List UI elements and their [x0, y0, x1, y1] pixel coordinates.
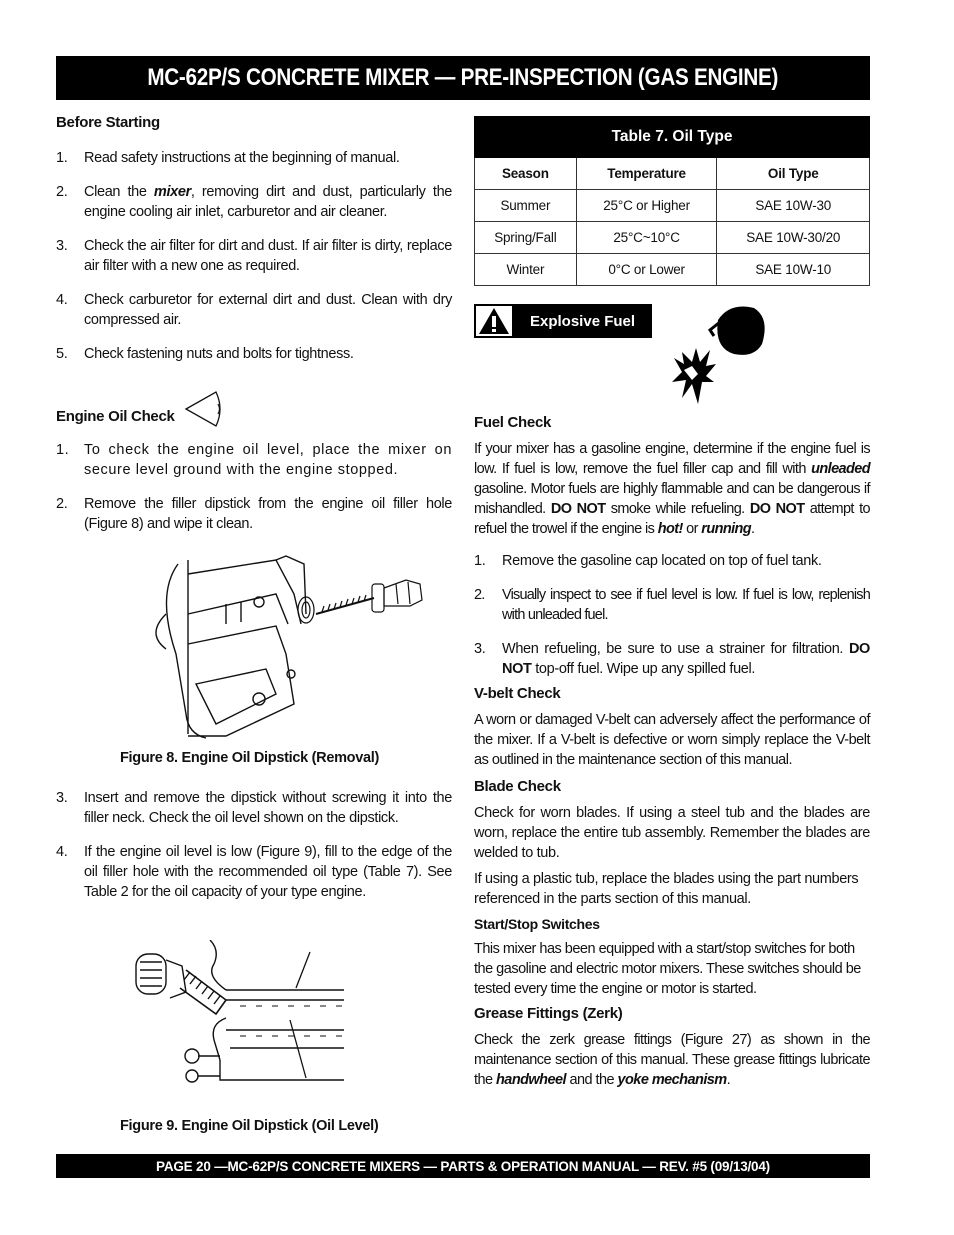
item-text: Clean the [84, 184, 154, 200]
list-item [56, 842, 452, 902]
list-item [474, 585, 870, 625]
table-header-season: Season [475, 158, 577, 190]
fuel-check-list [474, 551, 870, 679]
list-item [56, 440, 452, 480]
blade-check-text-2: If using a plastic tub, replace the blades using the part numbers referenced in the parts section of this manual. [474, 871, 859, 907]
explosion-icon [670, 300, 780, 410]
page-footer: PAGE 20 —MC-62P/S CONCRETE MIXERS — PARTS & OPERATION MANUAL — REV. #5 (09/13/04) [56, 1154, 870, 1178]
start-stop-heading: Start/Stop Switches [474, 916, 600, 932]
engine-oil-list-a [56, 440, 452, 534]
table-cell: 0°C or Lower [576, 254, 717, 286]
page-title-text: MC-62P/S CONCRETE MIXER — PRE-INSPECTION (GAS ENGINE) [147, 64, 779, 91]
vbelt-check-text: A worn or damaged V-belt can adversely affect the performance of the mixer. If a V-belt is defective or worn simply replace the V-belt as outlined in the maintenance section of this manual. [474, 712, 870, 768]
item-text: , removing dirt and dust, particularly the engine cooling air inlet, carburetor and air cleaner. [84, 184, 452, 220]
blade-check-text-1: Check for worn blades. If using a steel tub and the blades are worn, replace the entire tub assembly. Remember the blades are welded to tub. [474, 805, 870, 861]
item-text: Visually inspect to see if fuel level is low. If fuel is low, replenish with unleaded fuel. [502, 587, 870, 623]
engine-oil-check-heading: Engine Oil Check [56, 408, 175, 425]
text-run: Check the zerk grease fittings (Figure 27) as shown in the maintenance section of this manual. These grease fittings lubricate the [474, 1032, 870, 1088]
text-bold: DO NOT [550, 501, 606, 517]
table-row [475, 222, 870, 254]
grease-fittings-text [474, 1030, 870, 1090]
text-run: If your mixer has a gasoline engine, determine if the engine fuel is low. If fuel is low, remove the fuel filler cap and fill with [474, 441, 870, 477]
left-column [56, 114, 452, 1134]
table-cell: Winter [475, 254, 577, 286]
text-emphasis: running [701, 521, 752, 537]
list-item [56, 236, 452, 276]
item-number: 1. [56, 150, 68, 166]
item-number: 4. [56, 844, 68, 860]
figure-9-engine-dipstick-oil-level [130, 940, 370, 1100]
list-item [56, 344, 452, 364]
table-cell: SAE 10W-30/20 [717, 222, 870, 254]
item-number: 1. [56, 442, 70, 458]
text-run: attempt to refuel the trowel if the engine is [474, 501, 870, 537]
text-bold: DO NOT [749, 501, 805, 517]
table-cell: Spring/Fall [475, 222, 577, 254]
text-emphasis: yoke mechanism [617, 1072, 727, 1088]
item-text: Insert and remove the dipstick without screwing it into the filler neck. Check the oil level shown on the dipstick. [84, 790, 452, 826]
text-run: gasoline. Motor fuels are highly flammable and can be dangerous if mishandled. [474, 481, 870, 517]
item-text: Check the air filter for dirt and dust. If air filter is dirty, replace air filter with a new one as required. [84, 238, 452, 274]
item-text: Remove the gasoline cap located on top of fuel tank. [502, 553, 822, 569]
text-run: and the [565, 1072, 618, 1088]
item-number: 2. [56, 496, 68, 512]
vbelt-check-heading: V-belt Check [474, 685, 561, 702]
fuel-check-heading: Fuel Check [474, 414, 552, 431]
list-item [56, 494, 452, 534]
table-cell: Summer [475, 190, 577, 222]
list-item [56, 788, 452, 828]
item-number: 4. [56, 292, 68, 308]
item-number: 3. [56, 238, 68, 254]
list-item [56, 148, 452, 168]
item-number: 2. [474, 587, 485, 603]
table-cell: 25°C~10°C [576, 222, 717, 254]
grease-fittings-heading: Grease Fittings (Zerk) [474, 1005, 623, 1022]
figure-9-caption: Figure 9. Engine Oil Dipstick (Oil Level) [120, 1118, 379, 1134]
item-number: 1. [474, 553, 486, 569]
table-row [475, 254, 870, 286]
item-text: Check carburetor for external dirt and dust. Clean with dry compressed air. [84, 292, 452, 328]
table-cell: SAE 10W-30 [717, 190, 870, 222]
table-header-temperature: Temperature [576, 158, 717, 190]
engine-oil-heading-row [56, 394, 452, 438]
text-run: . [751, 521, 755, 537]
before-starting-list [56, 148, 452, 364]
warning-label: Explosive Fuel [530, 312, 636, 330]
engine-oil-list-b [56, 788, 452, 902]
explosive-fuel-warning [474, 304, 652, 338]
list-item [56, 182, 452, 222]
item-text: When refueling, be sure to use a strainer for filtration. [502, 641, 849, 657]
figure-8-engine-dipstick-removal [126, 554, 426, 744]
text-emphasis: hot! [657, 521, 683, 537]
item-number: 3. [474, 641, 486, 657]
text-emphasis: unleaded [811, 461, 870, 477]
table-row [475, 190, 870, 222]
table-header-oil-type: Oil Type [717, 158, 870, 190]
warning-triangle-icon [476, 306, 512, 336]
oil-table-title: Table 7. Oil Type [475, 117, 870, 158]
item-number: 2. [56, 184, 68, 200]
item-text: Remove the filler dipstick from the engine oil filler hole (Figure 8) and wipe it clean. [84, 496, 452, 532]
item-emphasis: mixer [153, 184, 191, 200]
text-run: . [726, 1072, 731, 1088]
item-bold: DO NOT [502, 641, 870, 677]
right-column [474, 116, 870, 1090]
page-title [56, 56, 870, 100]
item-text: top-off fuel. Wipe up any spilled fuel. [531, 661, 756, 677]
text-run: smoke while refueling. [605, 501, 750, 517]
start-stop-text: This mixer has been equipped with a start/stop switches for both the gasoline and electric motor mixers. These switches should be tested every time the engine or motor is started. [474, 941, 861, 997]
item-number: 5. [56, 346, 68, 362]
text-emphasis: handwheel [496, 1072, 566, 1088]
figure-8-caption: Figure 8. Engine Oil Dipstick (Removal) [120, 750, 380, 766]
list-item [474, 639, 870, 679]
oil-drop-icon [184, 384, 226, 434]
item-text: To check the engine oil level, place the mixer on secure level ground with the engine stopped. [84, 442, 452, 478]
list-item [474, 551, 870, 571]
item-text: Check fastening nuts and bolts for tightness. [84, 346, 354, 362]
item-text: Read safety instructions at the beginning of manual. [84, 150, 400, 166]
table-cell: 25°C or Higher [576, 190, 717, 222]
blade-check-heading: Blade Check [474, 778, 561, 795]
text-run: or [682, 521, 702, 537]
item-text: If the engine oil level is low (Figure 9), fill to the edge of the oil filler hole with the recommended oil type (Table 7). See Table 2 for the oil capacity of your type engine. [84, 844, 452, 900]
oil-type-table [474, 116, 870, 286]
before-starting-heading: Before Starting [56, 114, 160, 131]
table-cell: SAE 10W-10 [717, 254, 870, 286]
list-item [56, 290, 452, 330]
item-number: 3. [56, 790, 68, 806]
fuel-check-paragraph [474, 439, 870, 539]
